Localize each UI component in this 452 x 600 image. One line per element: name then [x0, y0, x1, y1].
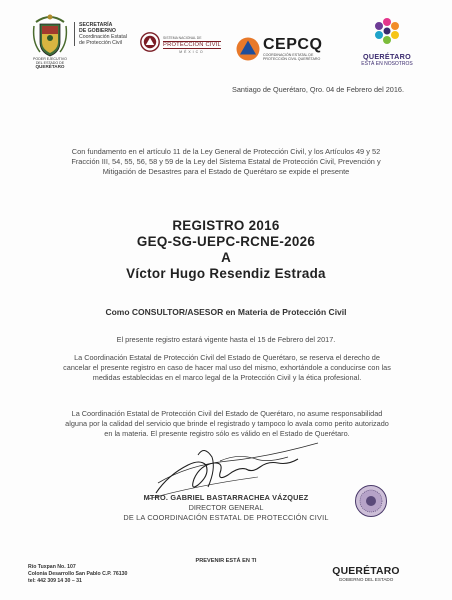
validity-paragraph: El presente registro estará vigente hasta el 15 de Febrero del 2017. [116, 335, 336, 344]
footer-logo [316, 566, 416, 582]
seal-caption-state: QUERÉTARO [35, 64, 65, 70]
footer-address [28, 564, 127, 586]
address-line-1: Río Tuxpan No. 107 [28, 564, 76, 570]
cepcq-wordmark [263, 36, 325, 62]
pc-mexico-label: MÉXICO [179, 50, 205, 54]
pc-sistema-label: SISTEMA NACIONAL DE [163, 36, 202, 40]
place-date: Santiago de Querétaro, Qro. 04 de Febrero del 2016. [232, 85, 404, 94]
cepcq-big-label: CEPCQ [263, 36, 323, 53]
address-line-2: Colonia Desarrollo San Pablo C.P. 76130 [28, 571, 128, 578]
cancellation-paragraph: La Coordinación Estatal de Protección Civil del Estado de Querétaro, se reserva el derecho de cancelar el presente registro en caso de hacer mal uso del mismo, exhortándole a conducirse con las medidas establecidas en el marco legal de la Protección Civil y la ética profesional. [63, 353, 391, 382]
qro-big-label: QUERÉTARO [362, 52, 412, 61]
proteccion-label: de Protección Civil [79, 40, 122, 46]
proteccion-civil-wordmark [163, 35, 221, 55]
secretaria-gobierno-block [74, 22, 127, 46]
secretaria-label: SECRETARÍA [79, 22, 113, 28]
coordinacion-label: Coordinación Estatal [79, 34, 127, 40]
signatory-position: DIRECTOR GENERAL [188, 503, 264, 512]
qro-sub-label: ESTÁ EN NOSOTROS [361, 61, 413, 67]
pc-big-label: PROTECCIÓN CIVIL [163, 42, 221, 48]
registration-code: GEQ-SG-UEPC-RCNE-2026 [136, 234, 316, 249]
footer-slogan: PREVENIR ESTÁ EN TI [195, 558, 257, 564]
de-gobierno-label: DE GOBIERNO [79, 28, 116, 34]
registration-role: Como CONSULTOR/ASESOR en Materia de Protección Civil [105, 307, 347, 317]
registrant-name: Víctor Hugo Resendiz Estrada [126, 266, 326, 281]
address-line-3: tel: 442 309 14 30 – 31 [28, 578, 82, 585]
letterhead [0, 8, 452, 70]
signatory-organization: DE LA COORDINACIÓN ESTATAL DE PROTECCIÓN CIVIL [123, 513, 329, 522]
liability-paragraph: La Coordinación Estatal de Protección Civil del Estado de Querétaro, no asume responsabilidad alguna por la calidad del servicio que brinde el registrado y tampoco lo avala como perito autorizado en la materia. El presente registro sólo es válido en el Estado de Querétaro. [65, 409, 389, 438]
seal-caption-top: PODER EJECUTIVO [33, 57, 67, 61]
registration-connector: A [221, 250, 231, 265]
queretaro-wordmark [348, 52, 426, 67]
footer-logo-sub: GOBIERNO DEL ESTADO [338, 577, 394, 582]
cepcq-sub-label: COORDINACIÓN ESTATAL DE PROTECCIÓN CIVIL QUERÉTARO [263, 53, 321, 62]
seal-caption-mid: DEL ESTADO DE [35, 61, 65, 66]
proteccion-civil-icon [140, 32, 160, 52]
state-seal-icon [32, 12, 68, 62]
intro-paragraph: Con fundamento en el artículo 11 de la Ley General de Protección Civil, y los Artículos 49 y 52 Fracción III, 54, 55, 56, 58 y 59 de la Ley del Sistema Estatal de Protección Civil, Prevención y Mitigación de Desastres para el Estado de Querétaro se expide el presente [71, 147, 381, 176]
signatory-name: MTRO. GABRIEL BASTARRACHEA VÁZQUEZ [143, 493, 309, 502]
registration-title: REGISTRO 2016 [172, 218, 280, 233]
seal-caption [22, 57, 78, 70]
footer-logo-big: QUERÉTARO [332, 566, 400, 577]
queretaro-flower-icon [372, 16, 402, 46]
cepcq-icon [236, 37, 260, 61]
